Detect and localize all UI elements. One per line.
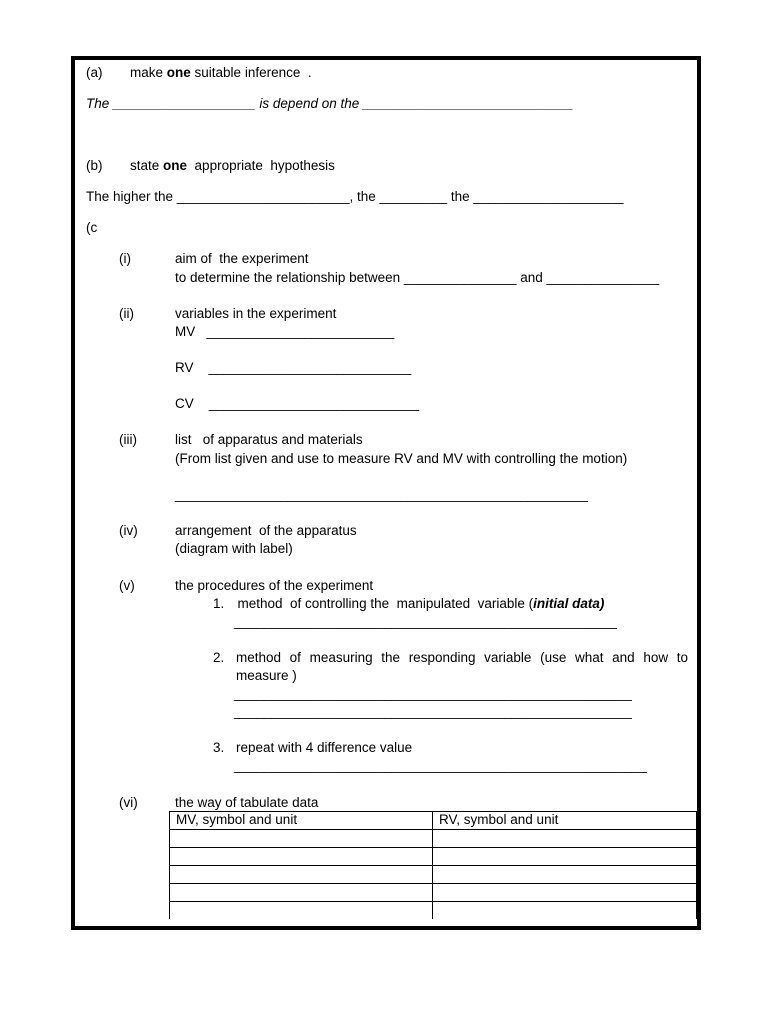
table-cell[interactable] <box>170 866 433 884</box>
aim-title: aim of the experiment <box>175 251 309 266</box>
table-cell[interactable] <box>170 902 433 920</box>
part-b-label: (b) <box>86 158 103 173</box>
step2-text-cont: measure ) <box>236 668 297 683</box>
header-rv: RV, symbol and unit <box>433 812 697 830</box>
cv-line: CV ____________________________ <box>175 396 419 411</box>
apparatus-label: (iii) <box>119 432 137 447</box>
apparatus-title: list of apparatus and materials <box>175 432 363 447</box>
step3-text: repeat with 4 difference value <box>236 740 413 755</box>
data-table <box>169 811 697 919</box>
table-header-row <box>170 812 697 830</box>
table-row[interactable] <box>170 866 697 884</box>
mv-line: MV _________________________ <box>175 324 395 339</box>
procedures-label: (v) <box>119 578 135 593</box>
step2-text: method of measuring the responding variable (use what and how to <box>236 650 688 665</box>
procedures-title: the procedures of the experiment <box>175 578 374 593</box>
apparatus-line: _______________________________________________________ <box>175 487 588 502</box>
header-mv: MV, symbol and unit <box>170 812 433 830</box>
arrangement-title: arrangement of the apparatus <box>175 523 357 538</box>
table-cell[interactable] <box>433 902 697 920</box>
rv-line: RV ___________________________ <box>175 360 412 375</box>
table-row[interactable] <box>170 848 697 866</box>
table-cell[interactable] <box>170 884 433 902</box>
tabulate-label: (vi) <box>119 795 138 810</box>
table-cell[interactable] <box>433 848 697 866</box>
variables-title: variables in the experiment <box>175 306 337 321</box>
table-cell[interactable] <box>170 830 433 848</box>
step2-number: 2. <box>213 650 225 665</box>
part-a-label: (a) <box>86 65 103 80</box>
part-c-label: (c <box>86 220 98 235</box>
arrangement-note: (diagram with label) <box>175 541 293 556</box>
table-cell[interactable] <box>433 830 697 848</box>
step1-line: ___________________________________________________ <box>234 614 617 629</box>
aim-label: (i) <box>119 251 131 266</box>
part-a-instruction: make one suitable inference . <box>130 65 312 80</box>
apparatus-note: (From list given and use to measure RV and MV with controlling the motion) <box>175 451 628 466</box>
table-row[interactable] <box>170 830 697 848</box>
table-cell[interactable] <box>433 866 697 884</box>
tabulate-title: the way of tabulate data <box>175 795 319 810</box>
variables-label: (ii) <box>119 306 134 321</box>
table-row[interactable] <box>170 902 697 920</box>
table-cell[interactable] <box>170 848 433 866</box>
step1-text: method of controlling the manipulated variable (initial data) <box>230 596 605 611</box>
aim-line: to determine the relationship between _______________ and _______________ <box>175 270 660 285</box>
step2-line-2: _____________________________________________________ <box>234 704 632 719</box>
hypothesis-line: The higher the _______________________, the _________ the ____________________ <box>86 189 624 204</box>
part-b-instruction: state one appropriate hypothesis <box>130 158 335 173</box>
step3-line: _______________________________________________________ <box>234 758 647 773</box>
step2-line-1: _____________________________________________________ <box>234 686 632 701</box>
step3-number: 3. <box>213 740 225 755</box>
table-cell[interactable] <box>433 884 697 902</box>
arrangement-label: (iv) <box>119 523 138 538</box>
table-row[interactable] <box>170 884 697 902</box>
inference-line: The ___________________ is depend on the ____________________________ <box>86 96 574 111</box>
step1-number: 1. <box>213 596 225 611</box>
